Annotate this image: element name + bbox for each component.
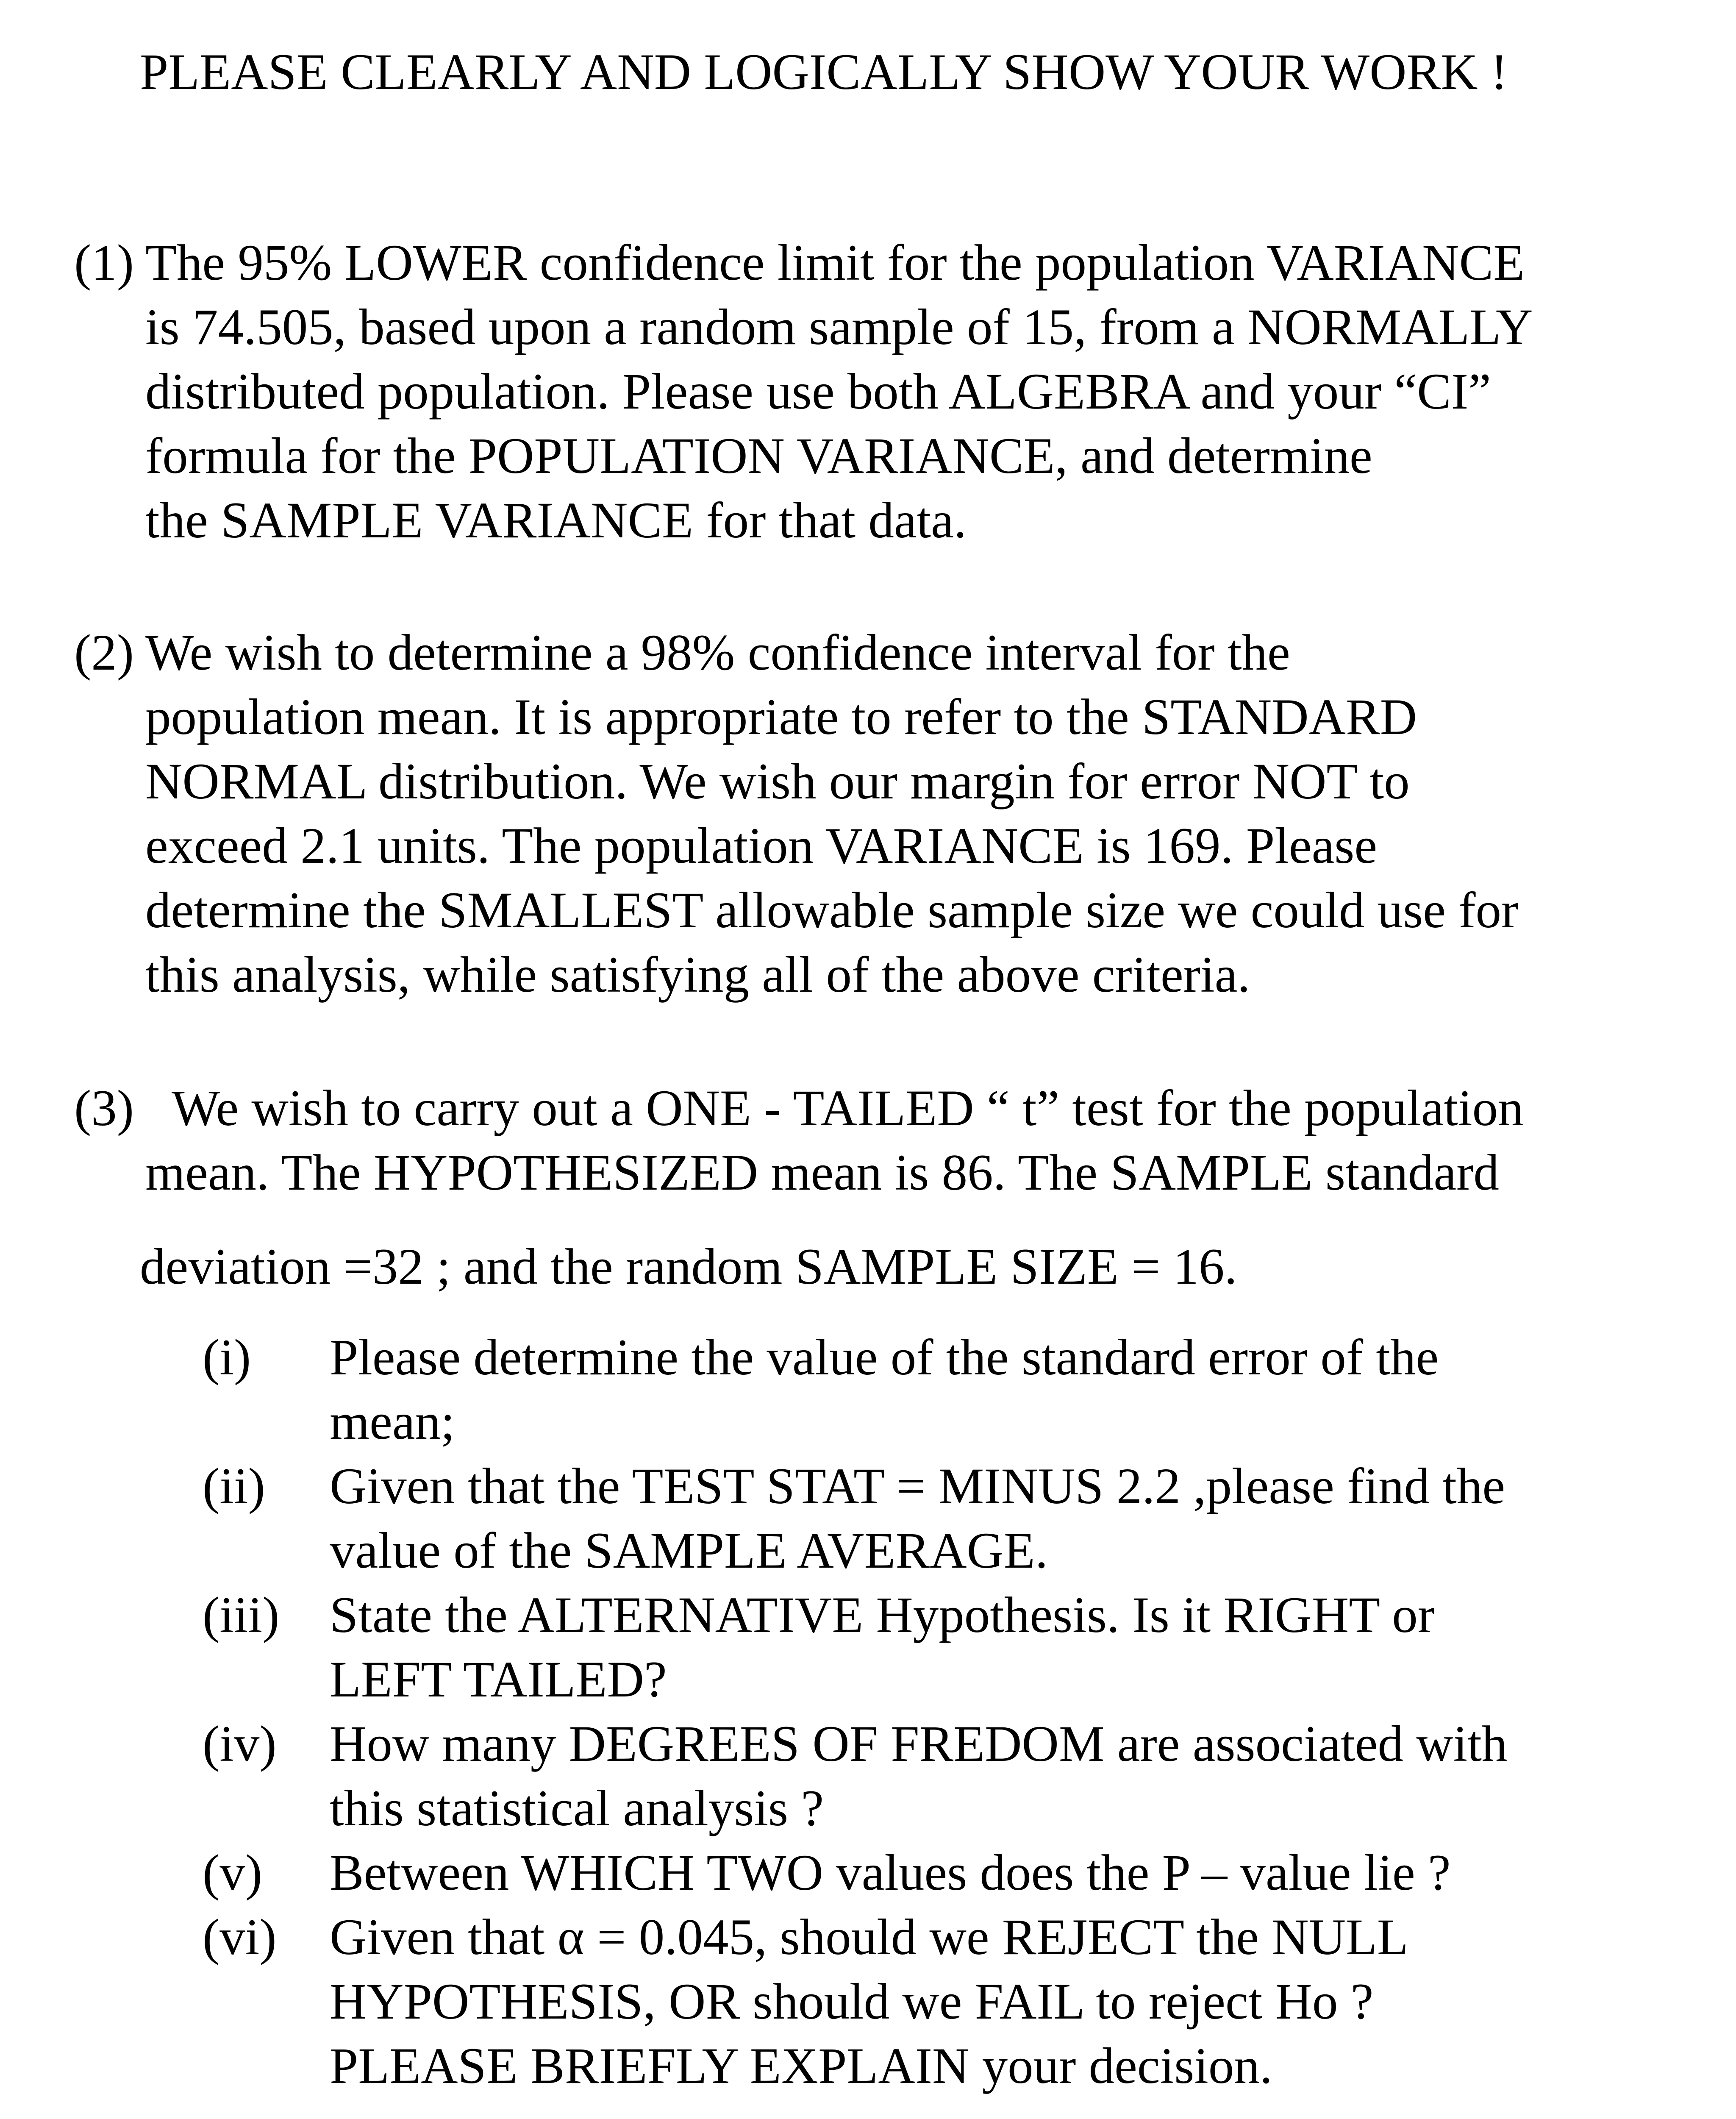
q3-line-2: mean. The HYPOTHESIZED mean is 86. The SAMPLE standard (145, 1144, 1499, 1201)
q1-line-3: distributed population. Please use both ALGEBRA and your “CI” (145, 363, 1491, 420)
q3-part-i-line-1: Please determine the value of the standard error of the (330, 1329, 1439, 1386)
q3-part-vi-label: (vi) (203, 1909, 277, 1966)
q3-part-vi-line-2: HYPOTHESIS, OR should we FAIL to reject Ho ? (330, 1973, 1374, 2030)
q3-part-v-line-1: Between WHICH TWO values does the P – value lie ? (330, 1844, 1451, 1901)
q3-part-iii-label: (iii) (203, 1587, 280, 1643)
q1-line-2: is 74.505, based upon a random sample of 15, from a NORMALLY (145, 299, 1533, 356)
q3-line-3: deviation =32 ; and the random SAMPLE SIZE = 16. (140, 1238, 1237, 1295)
q3-part-iv-line-2: this statistical analysis ? (330, 1780, 824, 1837)
q3-part-iii-line-1: State the ALTERNATIVE Hypothesis. Is it RIGHT or (330, 1587, 1435, 1643)
q2-number: (2) (74, 624, 134, 681)
q3-part-i-line-2: mean; (330, 1393, 455, 1450)
q2-line-6: this analysis, while satisfying all of the above criteria. (145, 946, 1250, 1003)
q2-line-1: We wish to determine a 98% confidence interval for the (145, 624, 1290, 681)
q2-line-2: population mean. It is appropriate to refer to the STANDARD (145, 689, 1417, 745)
q2-line-3: NORMAL distribution. We wish our margin for error NOT to (145, 753, 1410, 810)
q1-line-4: formula for the POPULATION VARIANCE, and determine (145, 428, 1372, 484)
q3-part-ii-label: (ii) (203, 1458, 265, 1515)
q3-part-v-label: (v) (203, 1844, 263, 1901)
q1-number: (1) (74, 234, 134, 291)
q1-line-1: The 95% LOWER confidence limit for the population VARIANCE (145, 234, 1525, 291)
q2-line-5: determine the SMALLEST allowable sample size we could use for (145, 882, 1519, 939)
q3-part-i-label: (i) (203, 1329, 251, 1386)
page-heading: PLEASE CLEARLY AND LOGICALLY SHOW YOUR WORK ! (140, 44, 1508, 100)
q2-line-4: exceed 2.1 units. The population VARIANCE is 169. Please (145, 818, 1378, 874)
q3-part-ii-line-2: value of the SAMPLE AVERAGE. (330, 1522, 1048, 1579)
q3-number: (3) (74, 1080, 134, 1137)
q1-line-5: the SAMPLE VARIANCE for that data. (145, 492, 967, 549)
q3-part-vi-line-1: Given that α = 0.045, should we REJECT the NULL (330, 1909, 1408, 1966)
q3-part-ii-line-1: Given that the TEST STAT = MINUS 2.2 ,please find the (330, 1458, 1505, 1515)
q3-part-iv-label: (iv) (203, 1716, 277, 1772)
q3-line-1: We wish to carry out a ONE - TAILED “ t” test for the population (172, 1080, 1524, 1137)
q3-part-vi-line-3: PLEASE BRIEFLY EXPLAIN your decision. (330, 2038, 1273, 2094)
q3-part-iii-line-2: LEFT TAILED? (330, 1651, 667, 1708)
q3-part-iv-line-1: How many DEGREES OF FREDOM are associated with (330, 1716, 1508, 1772)
